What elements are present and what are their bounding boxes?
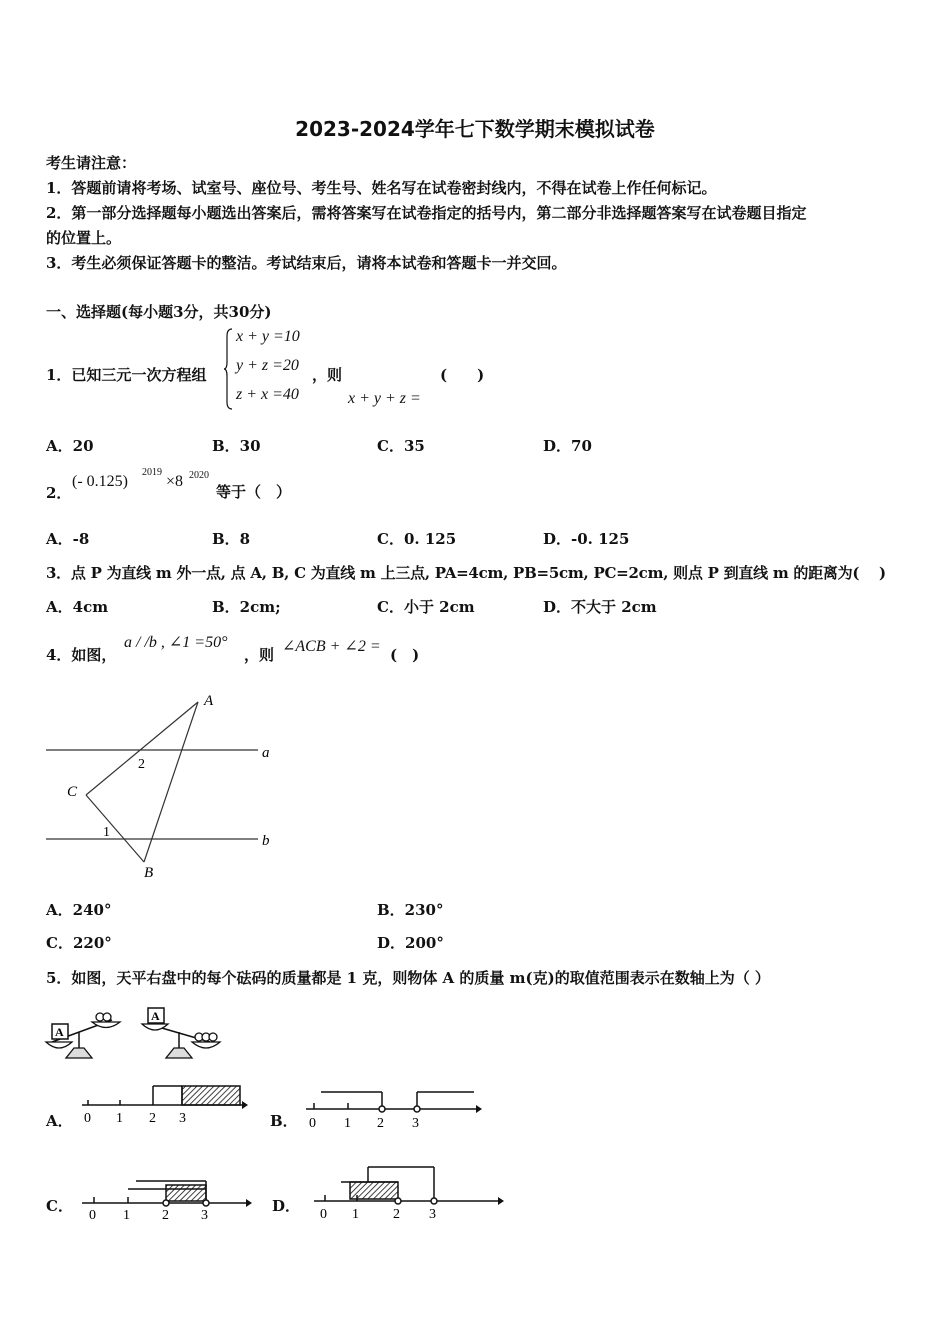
q3-stem: 3．点 P 为直线 m 外一点, 点 A, B, C 为直线 m 上三点, PA=4cm, PB=5cm, PC=2cm, 则点 P 到直线 m 的距离为( ) [46, 564, 886, 582]
q2-option-d: D．-0. 125 [543, 530, 630, 548]
notice-line: 1．答题前请将考场、试室号、座位号、考生号、姓名写在试卷密封线内，不得在试卷上作任何标记。 [46, 179, 717, 197]
label-1: 1 [103, 825, 110, 840]
label-B: B [144, 865, 154, 881]
q4-option-a: A．240° [46, 901, 112, 919]
notice-line: 2．第一部分选择题每小题选出答案后，需将答案写在试卷指定的括号内，第二部分非选择题答案写在试卷题目指定 [46, 204, 807, 222]
tick-label: 3 [429, 1207, 436, 1222]
label-b: b [262, 833, 270, 849]
q4-stem: 4．如图， [46, 646, 117, 664]
q5-option-d: D． [272, 1197, 301, 1215]
q4-figure [40, 688, 290, 883]
q1-equation: y + z =20 [236, 357, 299, 374]
label-C: C [67, 784, 78, 800]
q1-option-d: D．70 [543, 437, 592, 455]
number-line-d [310, 1160, 510, 1224]
q5-balances [44, 1006, 224, 1066]
q2-exp2: 2020 [189, 470, 209, 481]
balance-object-label: A [55, 1025, 64, 1039]
label-a: a [262, 745, 270, 761]
q4-option-d: D．200° [377, 934, 444, 952]
q3-option-b: B．2cm; [212, 598, 281, 616]
notice-heading: 考生请注意： [46, 154, 137, 172]
q1-equation: z + x =40 [236, 386, 299, 403]
q5-option-a: A． [46, 1112, 73, 1130]
q2-option-b: B．8 [212, 530, 251, 548]
q3-option-c: C．小于 2cm [377, 598, 475, 616]
page-title: 2023-2024学年七下数学期末模拟试卷 [295, 117, 655, 141]
q1-option-b: B．30 [212, 437, 261, 455]
tick-label: 2 [377, 1116, 384, 1131]
q2-num: 2． [46, 484, 72, 502]
q2-option-c: C．0. 125 [377, 530, 457, 548]
label-A: A [204, 693, 214, 709]
tick-label: 3 [201, 1208, 208, 1222]
tick-label: 0 [89, 1208, 96, 1222]
tick-label: 2 [393, 1207, 400, 1222]
q2-tail: 等于（ ） [216, 483, 292, 501]
q4-option-c: C．220° [46, 934, 112, 952]
tick-label: 0 [84, 1111, 91, 1126]
q1-equation: x + y =10 [236, 328, 300, 345]
q3-option-a: A．4cm [46, 598, 109, 616]
q1-option-a: A．20 [46, 437, 94, 455]
tick-label: 2 [149, 1111, 156, 1126]
tick-label: 3 [412, 1116, 419, 1131]
tick-label: 0 [309, 1116, 316, 1131]
q4-paren: ( ) [390, 646, 420, 664]
number-line-c [78, 1172, 258, 1222]
q3-option-d: D．不大于 2cm [543, 598, 657, 616]
tick-label: 1 [116, 1111, 123, 1126]
label-2: 2 [138, 757, 145, 772]
q2-mid: ×8 [166, 473, 184, 490]
number-line-b [302, 1085, 484, 1135]
q2-base: (- 0.125) [72, 473, 128, 490]
tick-label: 1 [352, 1207, 359, 1222]
tick-label: 0 [320, 1207, 327, 1222]
q1-option-c: C．35 [377, 437, 425, 455]
notice-line: 3．考生必须保证答题卡的整洁。考试结束后，请将本试卷和答题卡一并交回。 [46, 254, 567, 272]
q1-paren: ( ) [440, 366, 485, 384]
tick-label: 1 [344, 1116, 351, 1131]
tick-label: 3 [179, 1111, 186, 1126]
balance-object-label: A [151, 1009, 160, 1023]
tick-label: 2 [162, 1208, 169, 1222]
q5-option-c: C． [46, 1197, 73, 1215]
section-heading: 一、选择题(每小题3分，共30分) [46, 303, 272, 321]
q1-stem: 1．已知三元一次方程组 [46, 366, 207, 384]
q4-ask: ∠ACB + ∠2 = [282, 638, 381, 655]
number-line-a [78, 1080, 250, 1130]
q4-then: ，则 [244, 646, 275, 664]
notice-line: 的位置上。 [46, 229, 122, 247]
q1-ask: x + y + z = [348, 390, 421, 407]
q5-stem: 5．如图，天平右盘中的每个砝码的质量都是 1 克，则物体 A 的质量 m(克)的取值范围表示在数轴上为（ ） [46, 969, 770, 987]
tick-label: 1 [123, 1208, 130, 1222]
q1-then: ，则 [312, 366, 343, 384]
q5-option-b: B． [270, 1112, 298, 1130]
q2-option-a: A．-8 [46, 530, 90, 548]
q4-option-b: B．230° [377, 901, 444, 919]
q2-exp1: 2019 [142, 467, 162, 478]
q4-cond: a / /b , ∠1 =50° [124, 634, 228, 651]
q1-brace [224, 328, 234, 410]
